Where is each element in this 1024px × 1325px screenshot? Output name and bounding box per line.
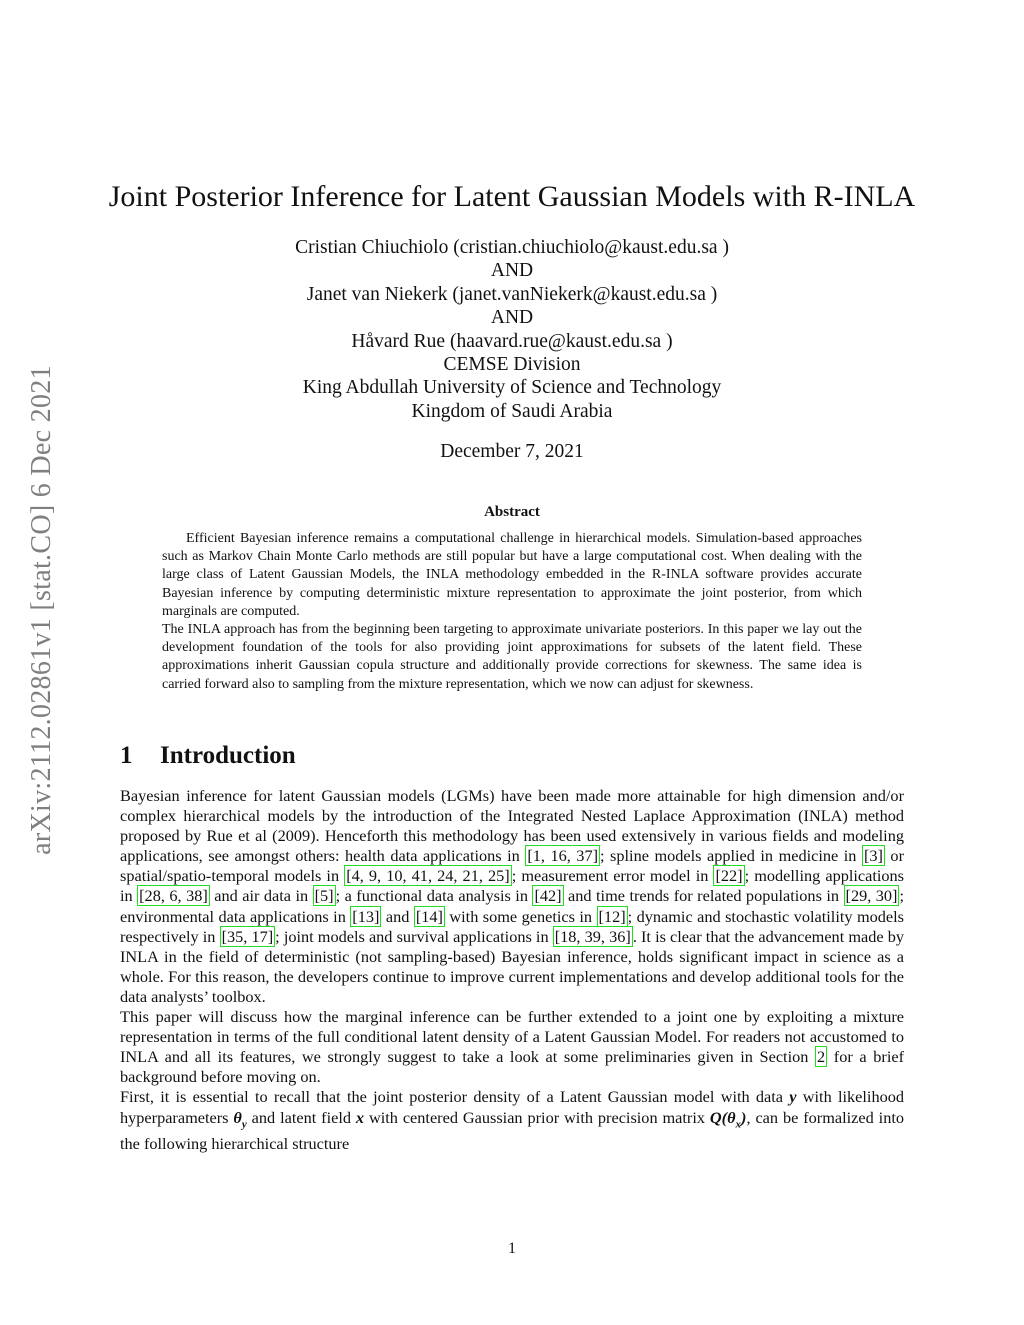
citation-link[interactable]: [28, 6, 38] [139,886,208,906]
affiliation-university: King Abdullah University of Science and Technology [302,377,722,399]
intro-paragraph: Bayesian inference for latent Gaussian models (LGMs) have been made more attainable for high dimension and/or complex hierarchical models by the introduction of the Integrated Nested Laplace Approximation (INLA) method proposed by Rue et al (2009). Henceforth this methodology has been used extensively in various fields and modeling applications, see amongst others: health data applications in [1, 16, 37] ; spline models applied in medicine in [3] or spatial/spatio-temporal models in [4, 9, 10, 41, 24, 21, 25] ; measurement error model in [22] ; modelling applications in [28, 6, 38] and air data in [5] ; a functional data analysis in [42] and time trends for related populations in [29, 30] ; environmental data applications in [13] and [14] with some genetics in [12] ; dynamic and stochastic volatility models respectively in [35, 17] ; joint models and survival applications in [18, 39, 36] . It is clear that the advancement made by INLA in the field of deterministic (not sampling-based) Bayesian inference, holds significant impact in science as a whole. For this reason, the developers continue to improve current implementations and develop additional tools for the data analysts’ toolbox. [120,786,905,1006]
author-block [0,236,1024,423]
intro-paragraph: This paper will discuss how the marginal inference can be further extended to a joint one by exploiting a mixture representation in terms of the full conditional latent density of a Latent Gaussian Model. For readers not accustomed to INLA and all its features, we strongly suggest to take a look at some preliminaries given in Section 2 for a brief background before moving on. [120,1007,905,1087]
citation-link[interactable]: [13] [352,906,380,926]
affiliation-country: Kingdom of Saudi Arabia [411,400,613,422]
math-symbol: $\theta_y$ [233,1107,247,1130]
abstract-paragraph: The INLA approach has from the beginning been targeting to approximate univariate posteriors. In this paper we lay out the development foundation of the tools for also providing joint approximations for subsets of the latent field. These approximations inherit Gaussian copula structure and additionally provide corrections for skewness. The same idea is carried forward also to sampling from the mixture representation, which we now can adjust for skewness. [162,622,862,692]
citation-link[interactable]: [5] [314,886,334,906]
section-title: Introduction [160,742,296,769]
intro-paragraph: First, it is essential to recall that the joint posterior density of a Latent Gaussian model with data y with likelihood hyperparameters $\theta_y$ and latent field x with centered Gaussian prior with precision matrix $Q(\theta_x)$, can be formalized into the following hierarchical structure [120,1087,905,1153]
citation-link[interactable]: [22] [715,866,743,886]
citation-link[interactable]: [42] [534,886,562,906]
section-number: 1 [120,742,133,769]
abstract-heading: Abstract [484,504,540,520]
section-heading [120,742,296,770]
section-reference-link[interactable]: 2 [817,1047,826,1067]
page-number: 1 [508,1240,516,1257]
math-symbol: x [355,1107,365,1127]
author-line: Cristian Chiuchiolo (cristian.chiuchiolo@kaust.edu.sa ) [295,237,729,258]
citation-link[interactable]: [4, 9, 10, 41, 24, 21, 25] [346,866,510,886]
citation-link[interactable]: [12] [598,906,626,926]
author-line: Håvard Rue (haavard.rue@kaust.edu.sa ) [351,330,673,352]
citation-link[interactable]: [14] [415,906,443,926]
math-symbol: y [789,1087,797,1107]
citation-link[interactable]: [18, 39, 36] [554,926,631,946]
paper-title: Joint Posterior Inference for Latent Gaussian Models with R-INLA [108,180,916,213]
citation-link[interactable]: [3] [863,846,883,866]
author-separator: AND [490,260,534,282]
arxiv-identifier: arXiv:2112.02861v1 [stat.CO] 6 Dec 2021 [26,365,58,855]
introduction-body [120,786,904,1154]
affiliation-division: CEMSE Division [443,354,581,376]
citation-link[interactable]: [35, 17] [221,926,274,946]
citation-link[interactable]: [29, 30] [845,886,898,906]
author-line: Janet van Niekerk (janet.vanNiekerk@kaust.edu.sa ) [306,283,718,305]
citation-link[interactable]: [1, 16, 37] [527,846,599,866]
math-symbol: $Q(\theta_x)$ [709,1107,747,1130]
abstract-body [162,530,862,694]
abstract-paragraph: Efficient Bayesian inference remains a computational challenge in hierarchical models. Simulation-based approaches such as Markov Chain Monte Carlo methods are still popular but have a large computational cost. When dealing with the large class of Latent Gaussian Models, the INLA methodology embedded in the R-INLA software provides accurate Bayesian inference by computing deterministic mixture representation to approximate the joint posterior, from which marginals are computed. [162,531,862,619]
author-separator: AND [490,307,534,329]
paper-date: December 7, 2021 [440,441,584,462]
